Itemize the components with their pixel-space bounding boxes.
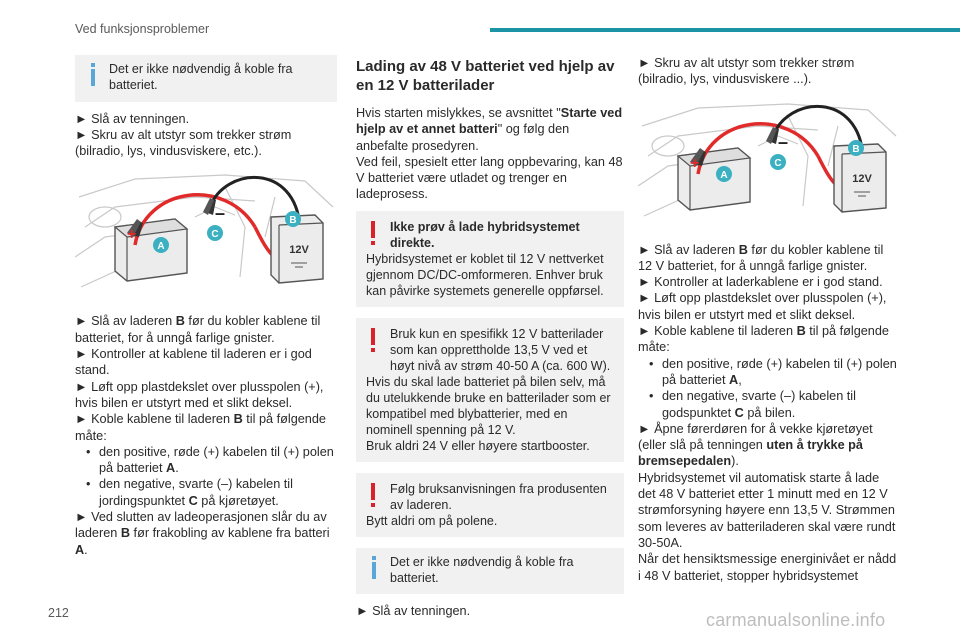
plus-symbol: + bbox=[690, 154, 700, 172]
paragraph-auto-charge: Hybridsystemet vil automatisk starte å lade det 48 V batteriet etter 1 minutt med en 12 V strømforsyning høyere enn 13,5 V. Strømmen som leveres av batteriladeren skal være rundt 30-50A. bbox=[638, 470, 896, 550]
section-heading: Lading av 48 V batteriet ved hjelp av en 12 V batterilader bbox=[356, 58, 615, 94]
section-header: Ved funksjonsproblemer bbox=[75, 22, 210, 36]
step-end-charging: ► Ved slutten av ladeoperasjonen slår du av laderen B før frakobling av kablene fra batteri A. bbox=[75, 510, 330, 557]
label-a-badge bbox=[716, 166, 732, 182]
battery-charger-illustration bbox=[638, 96, 900, 232]
info-note bbox=[75, 55, 337, 102]
bullet-negative-cable: • den negative, svarte (–) kabelen til godspunktet C på bilen. bbox=[638, 388, 900, 421]
warning-icon bbox=[366, 483, 380, 511]
step-connect-cables: ► Koble kablene til laderen B til på følgende måte: bbox=[75, 412, 326, 443]
step-ignition-note: (eller slå på tenningen uten å trykke på bremsepedalen). bbox=[638, 438, 863, 469]
step-switch-off-equipment: ► Skru av alt utstyr som trekker strøm (bilradio, lys, vindusviskere ...). bbox=[638, 56, 855, 87]
svg-text:B: B bbox=[289, 215, 297, 227]
column-left bbox=[75, 55, 337, 558]
svg-text:C: C bbox=[774, 157, 782, 169]
label-b-badge bbox=[285, 211, 301, 227]
column-middle bbox=[356, 55, 624, 620]
svg-text:A: A bbox=[157, 241, 165, 253]
step-check-cables: ► Kontroller at laderkablene er i god stand. bbox=[638, 275, 883, 290]
warning-icon bbox=[366, 221, 380, 249]
label-a-badge bbox=[153, 237, 169, 253]
label-b-badge bbox=[848, 140, 864, 156]
minus-symbol: – bbox=[778, 131, 789, 152]
label-c-badge bbox=[770, 154, 786, 170]
paragraph-stop: Når det hensiktsmessige energinivået er nådd i 48 V batteriet, stopper hybridsystemet bbox=[638, 552, 897, 583]
paragraph-discharged: Ved feil, spesielt etter lang oppbevaring, kan 48 V batteriet være utladet og trenger en ladeprosess. bbox=[356, 154, 623, 202]
step-lift-cover: ► Løft opp plastdekslet over plusspolen (+), hvis bilen er utstyrt med et slikt deksel. bbox=[75, 379, 324, 410]
bullet-positive-cable: • den positive, røde (+) kabelen til (+) polen på batteriet A. bbox=[75, 444, 337, 477]
page-number: 212 bbox=[48, 606, 69, 620]
step-charger-off: ► Slå av laderen B før du kobler kablene til 12 V batteriet, for å unngå farlige gnister. bbox=[638, 242, 884, 273]
warning-body: Hybridsystemet er koblet til 12 V nettverket gjennom DC/DC-omformeren. Enhver bruk kan påvirke systemets generelle oppførsel. bbox=[366, 251, 604, 298]
watermark: carmanualsonline.info bbox=[706, 610, 886, 630]
step-ignition-off: ► Slå av tenningen. bbox=[356, 604, 471, 619]
warning-body: Bytt aldri om på polene. bbox=[366, 513, 498, 528]
svg-text:A: A bbox=[720, 169, 728, 181]
warning-lead: Følg bruksanvisningen fra produsenten av laderen. bbox=[390, 481, 607, 512]
bullet-negative-cable: • den negative, svarte (–) kabelen til jordingspunktet C på kjøretøyet. bbox=[75, 476, 337, 509]
battery-charger-illustration bbox=[75, 167, 337, 303]
warning-lead: Bruk kun en spesifikk 12 V batterilader som kan opprettholde 13,5 V ved et høyt nivå av strøm 40-50 A (ca. 600 W). bbox=[390, 326, 611, 373]
bullet-positive-cable: • den positive, røde (+) kabelen til (+) polen på batteriet A, bbox=[638, 356, 900, 389]
warning-charger-spec bbox=[356, 318, 624, 462]
step-connect-cables: ► Koble kablene til laderen B til på følgende måte: bbox=[638, 324, 889, 355]
charger-label: 12V bbox=[852, 172, 872, 185]
step-check-cables: ► Kontroller at kablene til laderen er i god stand. bbox=[75, 347, 312, 378]
warning-icon bbox=[366, 328, 380, 356]
charger-label: 12V bbox=[289, 244, 309, 257]
step-charger-off: ► Slå av laderen B før du kobler kablene til batteriet, for å unngå farlige gnister. bbox=[75, 314, 321, 345]
step-switch-off-equipment: ► Skru av alt utstyr som trekker strøm (bilradio, lys, vindusviskere, etc.). bbox=[75, 127, 292, 159]
info-icon bbox=[86, 63, 100, 87]
minus-symbol: – bbox=[215, 203, 226, 224]
warning-body-2: Bruk aldri 24 V eller høyere startbooster. bbox=[366, 438, 590, 453]
warning-hybrid-system bbox=[356, 211, 624, 307]
svg-text:B: B bbox=[852, 143, 860, 155]
label-c-badge bbox=[207, 225, 223, 241]
battery-a bbox=[678, 148, 750, 210]
column-right bbox=[638, 55, 900, 584]
warning-body: Hvis du skal lade batteriet på bilen selv, må du utelukkende bruke en batterilader som er kompatibel med blybatterier, med en nominell spenning på 12 V. bbox=[366, 374, 611, 437]
step-open-door: ► Åpne førerdøren for å vekke kjøretøyet bbox=[638, 421, 873, 436]
battery-a bbox=[115, 219, 187, 281]
plus-symbol: + bbox=[127, 226, 137, 244]
step-ignition-off: ► Slå av tenningen. bbox=[75, 111, 190, 126]
info-note-text: Det er ikke nødvendig å koble fra batteriet. bbox=[390, 554, 574, 585]
svg-text:C: C bbox=[211, 229, 219, 241]
info-note bbox=[356, 548, 624, 595]
info-icon bbox=[367, 556, 381, 580]
step-lift-cover: ► Løft opp plastdekslet over plusspolen (+), hvis bilen er utstyrt med et slikt deksel. bbox=[638, 291, 887, 322]
header-accent-bar bbox=[490, 28, 960, 32]
warning-title: Ikke prøv å lade hybridsystemet direkte. bbox=[390, 219, 580, 250]
warning-manufacturer bbox=[356, 473, 624, 537]
info-note-text: Det er ikke nødvendig å koble fra batteriet. bbox=[109, 62, 293, 92]
paragraph-start-failure: Hvis starten mislykkes, se avsnittet "Starte ved hjelp av et annet batteri" og følg den anbefalte prosedyren. bbox=[356, 106, 623, 153]
